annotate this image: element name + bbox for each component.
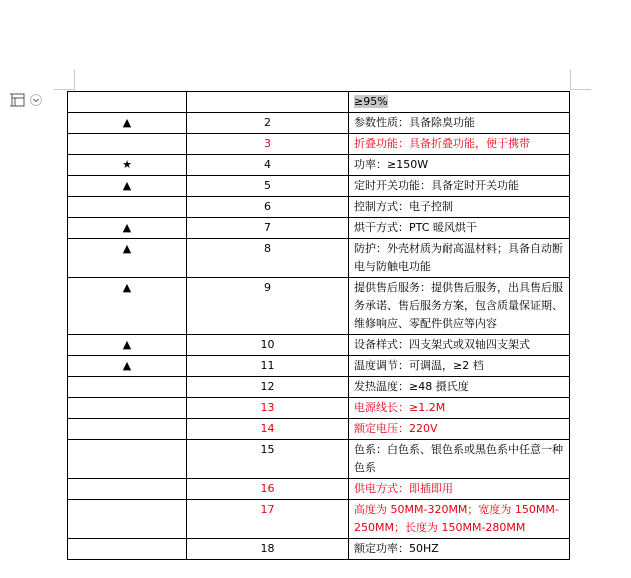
marker-cell[interactable]: [68, 500, 187, 539]
row-index-cell[interactable]: 9: [187, 278, 349, 335]
row-index-cell[interactable]: 10: [187, 335, 349, 356]
spec-text-cell[interactable]: 设备样式：四支架式或双轴四支架式: [349, 335, 570, 356]
row-index-cell[interactable]: 12: [187, 377, 349, 398]
spec-text-cell[interactable]: 定时开关功能：具备定时开关功能: [349, 176, 570, 197]
table-row: [68, 197, 570, 218]
chevron-down-icon[interactable]: [30, 92, 42, 108]
table-row: [68, 176, 570, 197]
marker-cell[interactable]: [68, 92, 187, 113]
row-index-cell[interactable]: 16: [187, 479, 349, 500]
row-index-cell[interactable]: 18: [187, 539, 349, 560]
marker-cell[interactable]: [68, 440, 187, 479]
row-index-cell[interactable]: 13: [187, 398, 349, 419]
row-index-cell[interactable]: 3: [187, 134, 349, 155]
table-row: [68, 500, 570, 539]
table-layout-icon[interactable]: [10, 92, 26, 108]
triangle-marker[interactable]: ▲: [68, 218, 187, 239]
marker-cell[interactable]: [68, 197, 187, 218]
star-marker[interactable]: ★: [68, 155, 187, 176]
table-row: [68, 356, 570, 377]
margin-corner-mark-left: [74, 70, 75, 90]
spec-text-cell[interactable]: 供电方式：即插即用: [349, 479, 570, 500]
row-index-cell[interactable]: 5: [187, 176, 349, 197]
spec-text-cell[interactable]: 色系：白色系、银色系或黑色系中任意一种色系: [349, 440, 570, 479]
triangle-marker[interactable]: ▲: [68, 113, 187, 134]
table-row: [68, 377, 570, 398]
table-row: [68, 92, 570, 113]
table-row: [68, 218, 570, 239]
triangle-marker[interactable]: ▲: [68, 335, 187, 356]
triangle-marker[interactable]: ▲: [68, 176, 187, 197]
marker-cell[interactable]: [68, 479, 187, 500]
row-index-cell[interactable]: [187, 92, 349, 113]
table-row: [68, 398, 570, 419]
spec-text-cell[interactable]: 功率：≥150W: [349, 155, 570, 176]
marker-cell[interactable]: [68, 419, 187, 440]
margin-corner-mark-right-horizontal: [570, 89, 591, 90]
row-index-cell[interactable]: 17: [187, 500, 349, 539]
triangle-marker[interactable]: ▲: [68, 278, 187, 335]
spec-text-cell[interactable]: 防护：外壳材质为耐高温材料；具备自动断电与防触电功能: [349, 239, 570, 278]
spec-text-cell[interactable]: 额定电压：220V: [349, 419, 570, 440]
marker-cell[interactable]: [68, 539, 187, 560]
row-index-cell[interactable]: 8: [187, 239, 349, 278]
row-index-cell[interactable]: 15: [187, 440, 349, 479]
spec-text-cell[interactable]: 烘干方式：PTC 暖风烘干: [349, 218, 570, 239]
table-row: [68, 539, 570, 560]
triangle-marker[interactable]: ▲: [68, 239, 187, 278]
spec-text-cell[interactable]: 温度调节：可调温，≥2 档: [349, 356, 570, 377]
spec-table: [67, 91, 570, 560]
row-index-cell[interactable]: 7: [187, 218, 349, 239]
table-row: [68, 419, 570, 440]
marker-cell[interactable]: [68, 398, 187, 419]
spec-text-cell[interactable]: 高度为 50MM-320MM；宽度为 150MM-250MM；长度为 150MM-280MM: [349, 500, 570, 539]
highlighted-text: ≥95%: [354, 95, 388, 108]
marker-cell[interactable]: [68, 377, 187, 398]
spec-text-cell[interactable]: 电源线长：≥1.2M: [349, 398, 570, 419]
table-row: [68, 155, 570, 176]
table-row: [68, 113, 570, 134]
table-row: [68, 278, 570, 335]
spec-text-cell[interactable]: 折叠功能：具备折叠功能，便于携带: [349, 134, 570, 155]
spec-table-body: [68, 92, 570, 560]
spec-text-cell[interactable]: 参数性质：具备除臭功能: [349, 113, 570, 134]
row-index-cell[interactable]: 2: [187, 113, 349, 134]
triangle-marker[interactable]: ▲: [68, 356, 187, 377]
margin-corner-mark-right: [570, 70, 571, 90]
row-index-cell[interactable]: 11: [187, 356, 349, 377]
table-layout-handle[interactable]: [10, 92, 48, 108]
spec-text-cell[interactable]: 额定功率：50HZ: [349, 539, 570, 560]
spec-text-cell[interactable]: 发热温度：≥48 摄氏度: [349, 377, 570, 398]
table-row: [68, 134, 570, 155]
marker-cell[interactable]: [68, 134, 187, 155]
spec-text-cell[interactable]: 控制方式：电子控制: [349, 197, 570, 218]
spec-text-cell[interactable]: 提供售后服务：提供售后服务，出具售后服务承诺、售后服务方案，包含质量保证期、维修响应、零配件供应等内容: [349, 278, 570, 335]
table-row: [68, 335, 570, 356]
row-index-cell[interactable]: 6: [187, 197, 349, 218]
margin-corner-mark-left-horizontal: [54, 89, 75, 90]
row-index-cell[interactable]: 14: [187, 419, 349, 440]
table-row: [68, 440, 570, 479]
spec-text-cell[interactable]: [349, 92, 570, 113]
row-index-cell[interactable]: 4: [187, 155, 349, 176]
table-row: [68, 479, 570, 500]
table-row: [68, 239, 570, 278]
